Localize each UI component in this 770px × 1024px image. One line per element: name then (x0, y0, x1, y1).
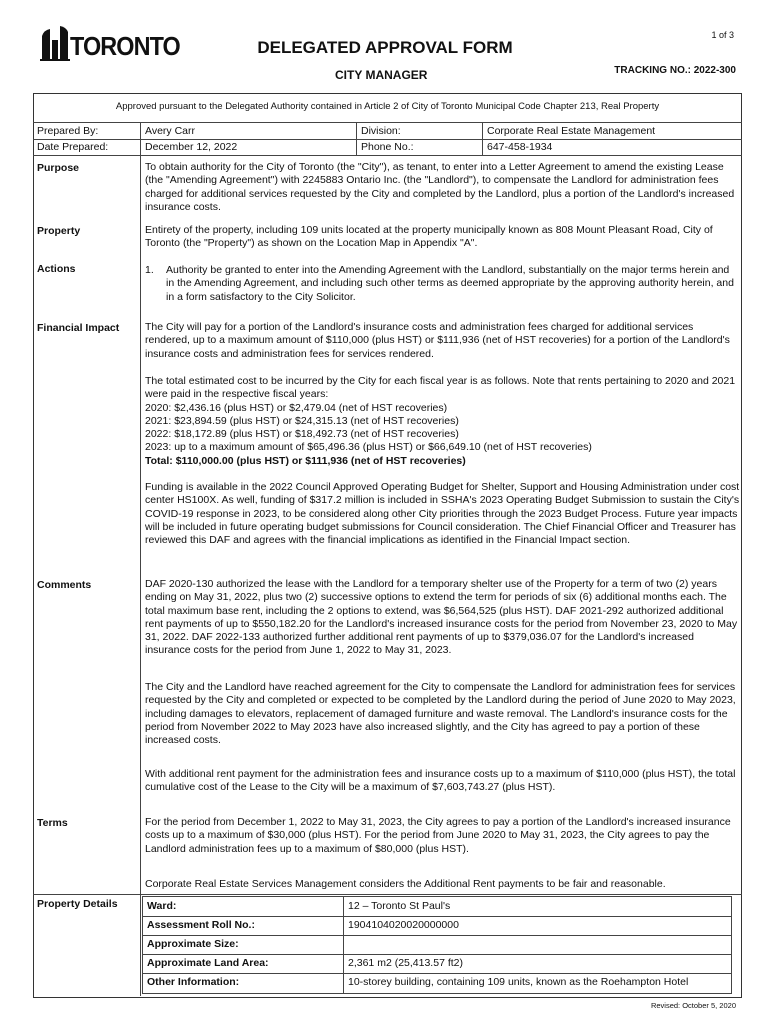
page-number: 1 of 3 (711, 30, 734, 40)
date-label: Date Prepared: (37, 141, 109, 153)
property-details-table (142, 896, 732, 994)
land-area-key: Approximate Land Area: (147, 957, 269, 969)
comments-paragraph-2: The City and the Landlord have reached agreement for the City to compensate the Landlord for administration fees for services requested by the City and completed or expected to be completed by the Landlord during the period of June 2020 to May 2023, including damages to elevators, replacement of damaged furniture and waste removal. The Landlord's insurance costs for the period from November 2022 to May 2023 have also increased slightly, and the City has agreed to pay a portion of these increased costs. (145, 681, 736, 747)
financial-intro: The total estimated cost to be incurred by the City for each fiscal year is as follows. Note that rents pertaining to 2020 and 2021 were paid in the respective fiscal years: (145, 375, 736, 401)
financial-year-2022: 2022: $18,172.89 (plus HST) or $18,492.73 (net of HST recoveries) (145, 428, 459, 441)
column-divider (482, 122, 483, 155)
financial-year-2020: 2020: $2,436.16 (plus HST) or $2,479.04 (net of HST recoveries) (145, 401, 448, 414)
action-item: Authority be granted to enter into the Amending Agreement with the Landlord, substantially on the major terms herein and in the Amending Agreement, and including such other terms as deemed appropriate by the approving authority herein, and in a form satisfactory to the City Solicitor. (166, 264, 734, 303)
financial-year-2021: 2021: $23,894.59 (plus HST) or $24,315.13 (net of HST recoveries) (145, 414, 459, 427)
approx-size-key: Approximate Size: (147, 938, 239, 950)
revision-date: Revised: October 5, 2020 (650, 1001, 736, 1010)
phone-label: Phone No.: (361, 141, 414, 153)
terms-paragraph-1: For the period from December 1, 2022 to May 31, 2023, the City agrees to pay a portion of the Landlord's increased insurance costs up to a maximum of $30,000 (plus HST). For the period from June 2020 to May 31, 2023, the City agrees to pay the Landlord administration fees up to a maximum of $80,000 (plus HST). (145, 816, 731, 855)
action-number: 1. (145, 264, 154, 276)
form-subtitle: CITY MANAGER (335, 68, 428, 82)
prepared-by-label: Prepared By: (37, 125, 99, 137)
table-row (143, 897, 731, 917)
division-value: Corporate Real Estate Management (487, 125, 656, 137)
financial-total: Total: $110,000.00 (plus HST) or $111,936 (net of HST recoveries) (145, 454, 466, 467)
prepared-by-value: Avery Carr (145, 125, 195, 137)
land-area-value: 2,361 m2 (25,413.57 ft2) (348, 957, 463, 969)
phone-value: 647-458-1934 (487, 141, 553, 153)
comments-label: Comments (37, 579, 92, 591)
table-row (143, 954, 731, 974)
date-value: December 12, 2022 (145, 141, 238, 153)
terms-paragraph-2: Corporate Real Estate Services Management considers the Additional Rent payments to be fair and reasonable. (145, 878, 666, 890)
purpose-text: To obtain authority for the City of Toronto (the "City"), as tenant, to enter into a Letter Agreement to amend the existing Lease (the "Amending Agreement") with 2245883 Ontario Inc. (the "Landlord"), to compensate the Landlord for administration fees charged for additional services requested by the City and completed by the Landlord, plus a portion of the Landlord's increased insurance costs. (145, 161, 735, 213)
financial-impact-label: Financial Impact (37, 322, 120, 334)
other-info-key: Other Information: (147, 976, 240, 988)
ward-value: 12 – Toronto St Paul's (348, 900, 451, 912)
property-text: Entirety of the property, including 109 units located at the property municipally known as 808 Mount Pleasant Road, City of Toronto (the "Property") as shown on the Location Map in Appendix "A". (145, 224, 713, 250)
divider (33, 894, 742, 895)
column-divider (140, 122, 141, 996)
division-label: Division: (361, 125, 401, 137)
financial-paragraph-3: Funding is available in the 2022 Council Approved Operating Budget for Shelter, Support and Housing Administration under cost center HS100X. As well, funding of $317.2 million is included in SSHA's 2023 Operating Budget Submission to sustain the City's COVID-19 response in 2023, to be considered along other City priorities through the 2023 Budget Process. Future year impacts will be included in future operating budget submissions for Council consideration. The Chief Financial Officer and Treasurer has reviewed this DAF and agrees with the financial implications as identified in the Financial Impact section. (145, 481, 740, 547)
actions-label: Actions (37, 263, 76, 275)
comments-paragraph-3: With additional rent payment for the administration fees and insurance costs up to a maximum of $110,000 (plus HST), the total cumulative cost of the Lease to the City will be a maximum of $7,603,743.27 (plus HST). (145, 768, 736, 794)
table-row (143, 935, 731, 955)
comments-paragraph-1: DAF 2020-130 authorized the lease with the Landlord for a temporary shelter use of the Property for a term of two (2) years ending on May 31, 2022, plus two (2) successive options to extend the term for periods of six (6) additional months each. The total maximum base rent, including the 2 options to extend, was $6,564,525 (plus HST). DAF 2021-292 authorized additional rent payments of up to $550,182.20 for the Landlord's increased insurance costs for the period from November 23, 2020 to May 31, 2022. DAF 2022-133 authorized further additional rent payments of up to $379,036.07 for the Landlord's increased insurance costs for the period from June 1, 2022 to May 31, 2023. (145, 578, 738, 657)
financial-paragraph-1: The City will pay for a portion of the Landlord's insurance costs and administration fees charged for additional services rendered, up to a maximum amount of $110,000 (plus HST) or $111,936 (net of HST recoveries) for a portion of the Landlord's insurance costs and administration fees for services rendered. (145, 321, 730, 360)
approved-statement: Approved pursuant to the Delegated Authority contained in Article 2 of City of Toronto Municipal Code Chapter 213, Real Property (115, 101, 660, 112)
other-info-value: 10-storey building, containing 109 units, known as the Roehampton Hotel (348, 976, 689, 988)
assessment-roll-key: Assessment Roll No.: (147, 919, 255, 931)
property-details-label: Property Details (37, 898, 118, 910)
ward-key: Ward: (147, 900, 177, 912)
financial-paragraph-2 (145, 375, 740, 468)
purpose-label: Purpose (37, 162, 80, 174)
terms-label: Terms (37, 817, 68, 829)
table-row (143, 916, 731, 936)
form-title: DELEGATED APPROVAL FORM (257, 38, 513, 57)
table-row (143, 973, 731, 992)
logo-text: TORONTO (70, 31, 180, 61)
financial-year-2023: 2023: up to a maximum amount of $65,496.36 (plus HST) or $66,649.10 (net of HST recoveries) (145, 441, 592, 454)
property-label: Property (37, 225, 81, 237)
column-divider (356, 122, 357, 155)
tracking-number: TRACKING NO.: 2022-300 (614, 65, 736, 76)
assessment-roll-value: 1904104020020000000 (348, 919, 459, 931)
